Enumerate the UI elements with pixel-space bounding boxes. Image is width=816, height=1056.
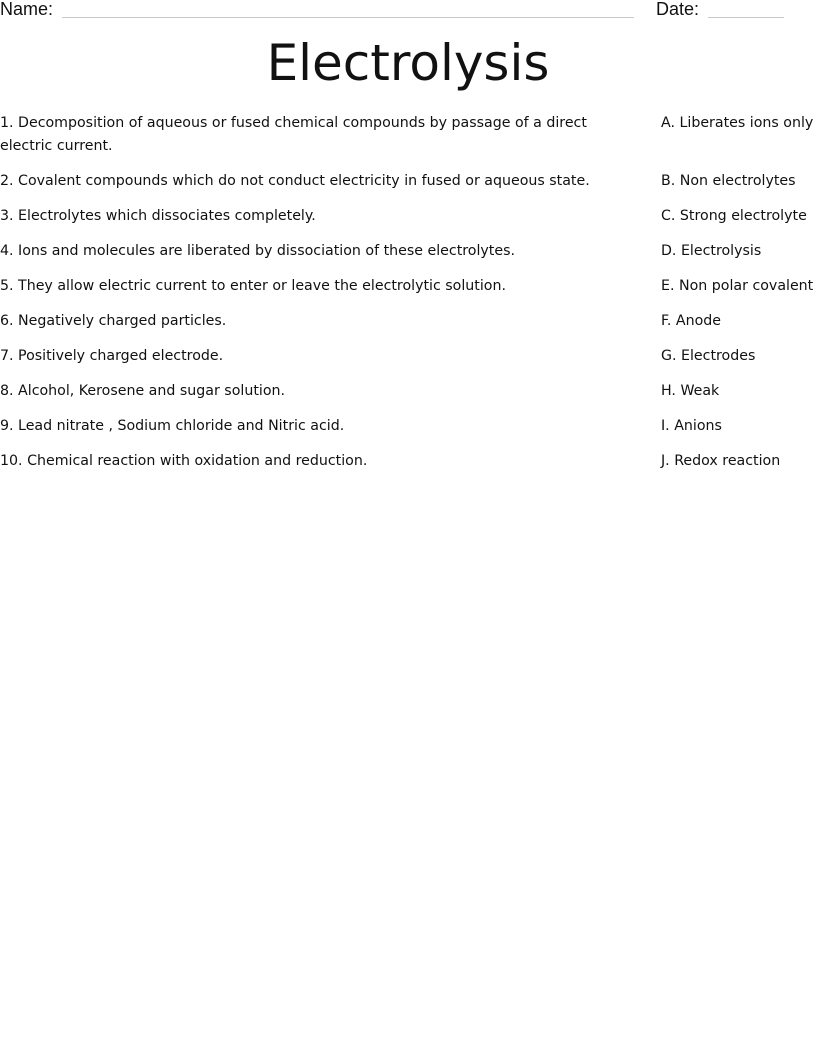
clue-text: 3. Electrolytes which dissociates completely. — [0, 208, 316, 224]
matching-list — [0, 112, 816, 485]
answer-option: D. Electrolysis — [661, 243, 762, 259]
clue-text: 9. Lead nitrate , Sodium chloride and Nitric acid. — [0, 418, 345, 434]
worksheet-header — [0, 0, 816, 22]
clue-text: 1. Decomposition of aqueous or fused chemical compounds by passage of a direct electric current. — [0, 115, 587, 154]
matching-row — [0, 415, 816, 438]
matching-row — [0, 170, 816, 193]
answer-option: F. Anode — [661, 313, 722, 329]
matching-row — [0, 275, 816, 298]
matching-row — [0, 450, 816, 473]
matching-row — [0, 310, 816, 333]
matching-row — [0, 345, 816, 368]
page-title: Electrolysis — [266, 34, 550, 92]
clue-text: 8. Alcohol, Kerosene and sugar solution. — [0, 383, 286, 399]
answer-option: J. Redox reaction — [661, 453, 781, 469]
answer-option: A. Liberates ions only — [661, 115, 814, 131]
answer-option: H. Weak — [661, 383, 720, 399]
date-label: Date: — [656, 0, 700, 19]
name-blank-line — [62, 17, 634, 18]
clue-text: 10. Chemical reaction with oxidation and reduction. — [0, 453, 368, 469]
clue-text: 7. Positively charged electrode. — [0, 348, 224, 364]
clue-text: 4. Ions and molecules are liberated by dissociation of these electrolytes. — [0, 243, 515, 259]
clue-text: 2. Covalent compounds which do not conduct electricity in fused or aqueous state. — [0, 173, 590, 189]
answer-option: G. Electrodes — [661, 348, 756, 364]
matching-row — [0, 380, 816, 403]
name-label: Name: — [0, 0, 54, 19]
answer-option: C. Strong electrolyte — [661, 208, 807, 224]
matching-row — [0, 240, 816, 263]
clue-text: 6. Negatively charged particles. — [0, 313, 227, 329]
matching-row — [0, 205, 816, 228]
answer-option: E. Non polar covalent — [661, 278, 814, 294]
date-blank-line — [708, 17, 784, 18]
answer-option: B. Non electrolytes — [661, 173, 796, 189]
answer-option: I. Anions — [661, 418, 722, 434]
matching-row — [0, 112, 816, 158]
clue-text: 5. They allow electric current to enter or leave the electrolytic solution. — [0, 278, 506, 294]
